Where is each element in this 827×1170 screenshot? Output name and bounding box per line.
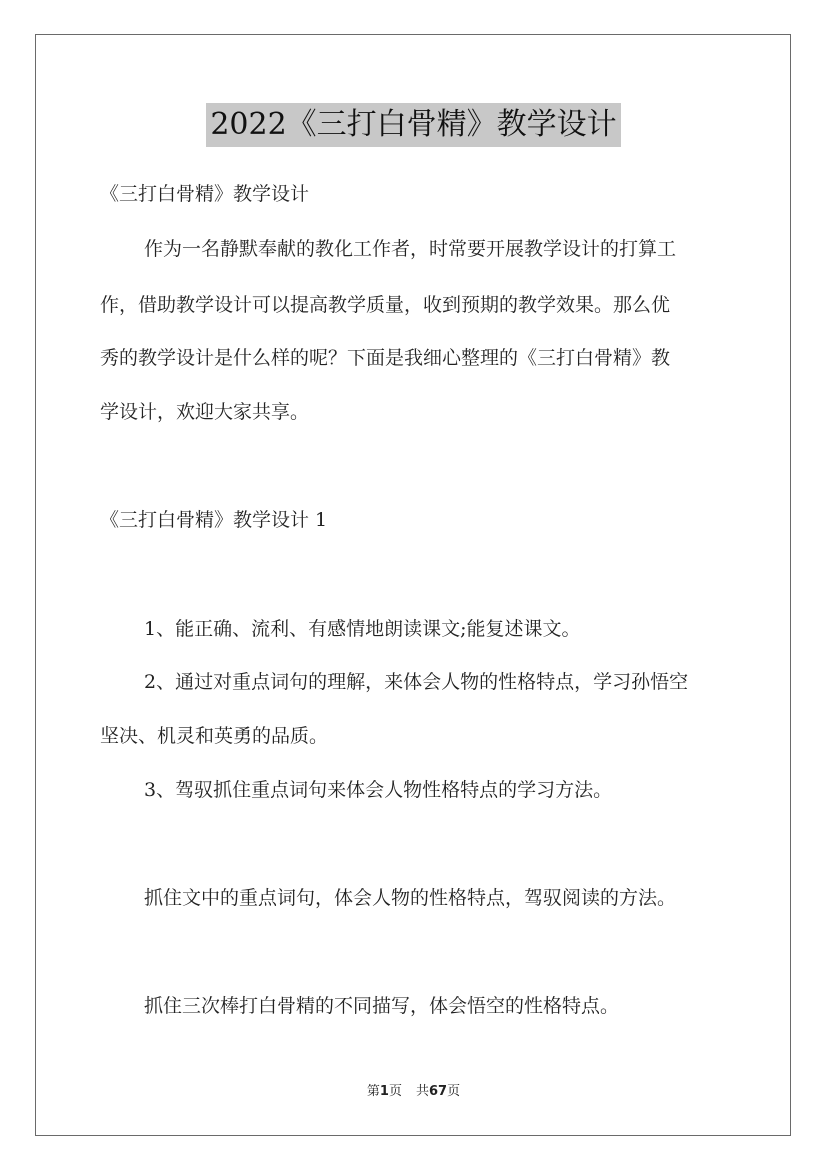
footer-page-prefix: 第: [366, 1084, 380, 1099]
footer-page-current: 1: [379, 1084, 389, 1099]
section-heading: 《三打白骨精》教学设计 1: [100, 509, 328, 531]
intro-line-4: 学设计，欢迎大家共享。: [100, 401, 310, 423]
goal-line-3: 坚决、机灵和英勇的品质。: [100, 725, 329, 747]
footer-total-suffix: 页: [447, 1084, 461, 1099]
goal-line-2: 2、通过对重点词句的理解，来体会人物的性格特点，学习孙悟空: [144, 671, 689, 693]
footer-page-suffix: 页: [388, 1084, 402, 1099]
goal-line-1: 1、能正确、流利、有感情地朗读课文;能复述课文。: [144, 618, 581, 640]
page-footer: [0, 1084, 827, 1100]
footer-page-total: 67: [428, 1084, 448, 1099]
subtitle: 《三打白骨精》教学设计: [100, 183, 310, 205]
goal-line-4: 3、驾驭抓住重点词句来体会人物性格特点的学习方法。: [144, 779, 613, 801]
intro-line-2: 作，借助教学设计可以提高教学质量，收到预期的教学效果。那么优: [100, 294, 671, 316]
difficult-point: 抓住三次棒打白骨精的不同描写，体会悟空的性格特点。: [144, 995, 620, 1017]
title-container: [0, 103, 827, 147]
footer-total-prefix: 共: [415, 1084, 429, 1099]
document-title: 2022《三打白骨精》教学设计: [206, 103, 620, 147]
intro-line-1: 作为一名静默奉献的教化工作者，时常要开展教学设计的打算工: [144, 238, 677, 260]
key-point: 抓住文中的重点词句，体会人物的性格特点，驾驭阅读的方法。: [144, 887, 677, 909]
intro-line-3: 秀的教学设计是什么样的呢？下面是我细心整理的《三打白骨精》教: [100, 347, 671, 369]
